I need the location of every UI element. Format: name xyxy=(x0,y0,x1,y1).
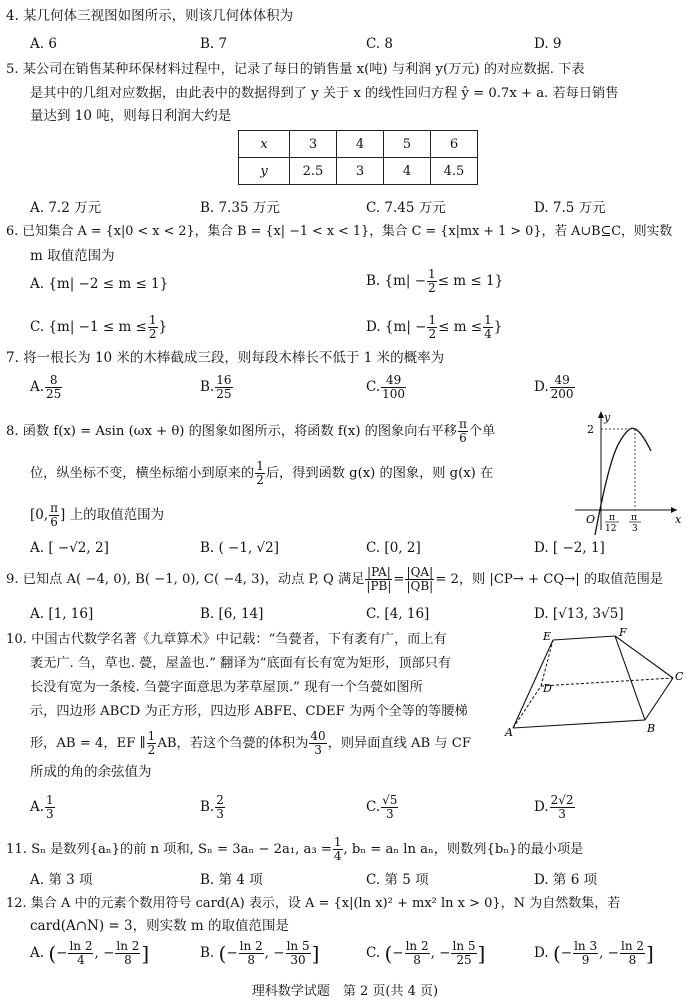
fraction xyxy=(68,940,93,967)
x-tick-label: 3 xyxy=(632,524,638,534)
vertex-label: D xyxy=(543,682,552,695)
q5-data-table xyxy=(238,130,478,185)
fraction xyxy=(620,940,645,967)
fraction-num: 1 xyxy=(148,313,157,327)
fraction xyxy=(427,268,437,295)
table-cell: 3 xyxy=(337,158,384,185)
paren: ( xyxy=(384,941,393,966)
q10-line2: 袤无广. 刍，草也. 甍，屋盖也.” 翻译为“底面有长有宽为矩形，顶部只有 xyxy=(30,656,452,671)
bracket: ] xyxy=(141,941,150,966)
q9-option-a: A. [1, 16] xyxy=(30,606,94,622)
option-label: B. xyxy=(200,799,215,815)
q8-option-a: A. [ −√2, 2] xyxy=(30,540,109,556)
fraction xyxy=(381,794,398,821)
fraction-den: 25 xyxy=(216,387,232,401)
fraction-num: ln 5 xyxy=(452,939,476,953)
fraction-num: 1 xyxy=(484,313,492,327)
fraction xyxy=(45,374,62,401)
q10-line4: 示，四边形 ABCD 为正方形，四边形 ABFE、CDEF 为两个全等的等腰梯 xyxy=(30,704,468,719)
q9-option-d: D. [√13, 3√5] xyxy=(534,606,624,622)
fraction xyxy=(239,940,264,967)
q6-option-d xyxy=(366,314,502,341)
fraction xyxy=(365,566,392,593)
q8-text: 8. 函数 f(x) = Asin (ωx + θ) 的图象如图所示，将函数 f(x) 的图象向右平移 xyxy=(6,424,457,439)
x-tick-label: 12 xyxy=(605,524,617,534)
q4-option-a: A. 6 xyxy=(30,36,57,52)
q12-line1: 12. 集合 A 中的元素个数用符号 card(A) 表示，设 A = {x|(ln x)² + mx² ln x > 0}，N 为自然数集，若 xyxy=(6,896,621,911)
q11-option-a: A. 第 3 项 xyxy=(30,872,93,888)
q8-line2 xyxy=(30,460,493,487)
q5-option-c: C. 7.45 万元 xyxy=(366,200,446,216)
fraction xyxy=(215,794,225,821)
table-cell: 4.5 xyxy=(431,158,478,185)
option-text: ≤ m ≤ 1} xyxy=(437,273,504,289)
option-label: C. xyxy=(366,945,381,961)
fraction xyxy=(550,794,575,821)
q5-line3: 量达到 10 吨，则每日利润大约是 xyxy=(30,108,232,124)
fraction-den: 2 xyxy=(428,327,437,341)
q10-line1: 10. 中国古代数学名著《九章算术》中记载：“刍甍者，下有袤有广，而上有 xyxy=(6,632,447,647)
q10-option-d xyxy=(534,794,576,821)
q5-option-a: A. 7.2 万元 xyxy=(30,200,102,216)
fraction-num: π xyxy=(459,417,467,431)
fraction-num: 16 xyxy=(216,373,232,387)
fraction-den: 200 xyxy=(550,387,574,401)
vertex-label: C xyxy=(675,670,684,683)
q4-option-b: B. 7 xyxy=(200,36,228,52)
q11-option-d: D. 第 6 项 xyxy=(534,872,598,888)
fraction xyxy=(427,314,437,341)
fraction-den: |QB| xyxy=(406,579,434,593)
fraction-den: 100 xyxy=(382,387,406,401)
fraction xyxy=(405,940,430,967)
fraction-den: 9 xyxy=(581,953,590,967)
fraction-num: 1 xyxy=(46,793,54,807)
q10-line6: 所成的角的余弦值为 xyxy=(30,764,152,780)
fraction-num: 2 xyxy=(216,793,224,807)
fraction-num: |QA| xyxy=(406,565,434,579)
fraction-den: 2 xyxy=(148,327,157,341)
fraction-num: √5 xyxy=(382,793,398,807)
vertex-label: F xyxy=(619,626,627,639)
fraction-den: 6 xyxy=(50,515,58,529)
fraction-den: 30 xyxy=(290,953,306,967)
edge-bf xyxy=(615,636,645,720)
q9-text: 9. 已知点 A( −4, 0), B( −1, 0), C( −4, 3)，动点 P, Q 满足 xyxy=(6,572,365,587)
q5-option-b: B. 7.35 万元 xyxy=(200,200,280,216)
q7-option-a xyxy=(30,374,63,401)
fraction xyxy=(405,566,434,593)
fraction xyxy=(458,418,468,445)
q6-option-b xyxy=(366,268,503,295)
option-label: A. xyxy=(30,945,45,961)
fraction-den: 3 xyxy=(558,807,566,821)
fraction-den: 2 xyxy=(147,743,156,757)
q11-text: 11. Sₙ 是数列{aₙ}的前 n 项和, Sₙ = 3aₙ − 2a₁, a₃ = xyxy=(6,842,332,857)
option-label: D. xyxy=(534,379,549,395)
axis-label: y xyxy=(604,411,611,424)
edge-ad xyxy=(513,686,541,728)
q7-stem: 7. 将一根长为 10 米的木棒截成三段，则每段木棒长不低于 1 米的概率为 xyxy=(6,350,445,366)
q5-line2: 是其中的几组对应数据，由此表中的数据得到了 y 关于 x 的线性回归方程 ŷ = 0.7x + a. 若每日销售 xyxy=(30,86,619,101)
table-row xyxy=(239,158,478,185)
q9-stem: 9. 已知点 A( −4, 0), B( −1, 0), C( −4, 3)，动点 P, Q 满足 $\frac{|PA|}{|PB|}$ = $\frac{|QA|}{|QB|}$ = 2，则 |CP→ + CQ→| 的取值范围是 xyxy=(6,565,664,593)
option-label: B. xyxy=(200,379,215,395)
q8-option-d: D. [ −2, 1] xyxy=(534,540,605,556)
q6-line2: m 取值范围为 xyxy=(30,248,115,264)
option-text: D. {m| − xyxy=(366,319,427,335)
table-cell: x xyxy=(239,131,290,158)
fraction xyxy=(45,794,55,821)
q10-text: ，则异面直线 AB 与 CF xyxy=(327,736,472,751)
fraction-num: π xyxy=(50,501,59,515)
q7-option-c xyxy=(366,374,407,401)
option-label: A. xyxy=(30,799,45,815)
table-cell: 3 xyxy=(290,131,337,158)
q8-option-b: B. ( −1, √2] xyxy=(200,540,280,556)
fraction xyxy=(381,374,406,401)
fraction-num: 49 xyxy=(550,374,575,388)
q6-option-a: A. {m| −2 ≤ m ≤ 1} xyxy=(30,276,169,292)
x-tick-label: π xyxy=(609,513,615,523)
q12-option-a: A. (− $\frac{\ln 2}{4}$ , − $\frac{\ln 2}{8}$ ] xyxy=(30,939,150,967)
q8-text: 位，纵坐标不变，横坐标缩小到原来的 xyxy=(30,466,255,481)
axis-label: x xyxy=(675,513,682,526)
fraction-num: ln 2 xyxy=(239,939,263,953)
fraction-num: ln 3 xyxy=(574,939,598,953)
x-tick-label: π xyxy=(631,513,637,523)
table-cell: 6 xyxy=(431,131,478,158)
fraction-den: 25 xyxy=(456,953,472,967)
sine-curve xyxy=(595,428,651,535)
fraction-den: 4 xyxy=(333,849,342,863)
paren: ( xyxy=(48,941,57,966)
fraction-den: 25 xyxy=(46,387,62,401)
fraction xyxy=(147,730,157,757)
option-label: B. xyxy=(200,945,215,961)
fraction xyxy=(451,940,476,967)
option-text: C. {m| −1 ≤ m ≤ xyxy=(30,319,147,335)
fraction-den: 8 xyxy=(628,953,637,967)
q11-option-b: B. 第 4 项 xyxy=(200,872,263,888)
q11-text: , bₙ = aₙ ln aₙ，则数列{bₙ}的最小项是 xyxy=(343,842,584,857)
option-text: ≤ m ≤ xyxy=(438,319,483,335)
option-text: } xyxy=(493,319,503,335)
paren: ( xyxy=(552,941,561,966)
y-tick-label: 2 xyxy=(587,423,594,436)
fraction-num: 49 xyxy=(381,374,406,388)
q12-option-b: B. (− $\frac{\ln 2}{8}$ , − $\frac{\ln 5}{30}$ ] xyxy=(200,939,320,967)
q7-option-d xyxy=(534,374,576,401)
fraction-num: 1 xyxy=(428,313,437,327)
fraction xyxy=(286,940,311,967)
q10-solid-figure xyxy=(505,628,685,740)
edge-dc xyxy=(541,678,673,686)
q8-option-c: C. [0, 2] xyxy=(366,540,421,556)
fraction xyxy=(483,314,493,341)
q7-option-b xyxy=(200,374,234,401)
fraction-num: ln 2 xyxy=(620,939,644,953)
q8-line3 xyxy=(30,502,164,529)
fraction-num: 40 xyxy=(310,729,326,743)
edge-ab xyxy=(513,720,645,728)
fraction-den: 8 xyxy=(124,953,132,967)
q6-line1: 6. 已知集合 A = {x|0 < x < 2}，集合 B = {x| −1 < x < 1}，集合 C = {x|mx + 1 > 0}，若 A∪B⊆C，则实数 xyxy=(6,224,673,239)
fraction-den: 2 xyxy=(428,281,436,295)
bracket: ] xyxy=(477,941,486,966)
q9-option-c: C. [4, 16] xyxy=(366,606,430,622)
q4-option-c: C. 8 xyxy=(366,36,394,52)
fraction-den: 4 xyxy=(77,953,85,967)
fraction-num: 1 xyxy=(147,729,156,743)
q9-option-b: B. [6, 14] xyxy=(200,606,264,622)
vertex-label: B xyxy=(647,722,656,735)
table-cell: 4 xyxy=(384,158,431,185)
fraction-den: 3 xyxy=(385,807,394,821)
table-cell: 2.5 xyxy=(290,158,337,185)
q10-option-a xyxy=(30,794,56,821)
paren: ( xyxy=(218,941,227,966)
q6-option-c xyxy=(30,314,167,341)
fraction xyxy=(309,730,326,757)
q5-option-d: D. 7.5 万元 xyxy=(534,200,606,216)
fraction-num: ln 2 xyxy=(69,939,93,953)
q8-sine-graph xyxy=(575,405,685,535)
fraction-den: 6 xyxy=(459,431,467,445)
table-row xyxy=(239,131,478,158)
q4-option-d: D. 9 xyxy=(534,36,562,52)
table-cell: y xyxy=(239,158,290,185)
edge-cf xyxy=(615,636,673,678)
q12-option-d: D. (− $\frac{\ln 3}{9}$ , − $\frac{\ln 2}{8}$ ] xyxy=(534,939,654,967)
option-label: C. xyxy=(366,379,381,395)
fraction xyxy=(115,940,140,967)
fraction-num: |PA| xyxy=(367,565,391,579)
q9-text: = 2，则 |CP→ + CQ→| 的取值范围是 xyxy=(435,572,664,587)
table-cell: 5 xyxy=(384,131,431,158)
fraction-num: 1 xyxy=(428,267,436,281)
vertex-label: A xyxy=(505,726,513,739)
fraction-num: 2√2 xyxy=(550,793,574,807)
fraction xyxy=(573,940,598,967)
q10-option-c xyxy=(366,794,399,821)
edge-ef xyxy=(553,636,615,640)
q8-text: 个单 xyxy=(468,424,496,439)
fraction-num: 1 xyxy=(333,835,342,849)
q12-line2: card(A∩N) = 3，则实数 m 的取值范围是 xyxy=(30,918,289,934)
bracket: ] xyxy=(646,941,654,966)
q8-line1 xyxy=(6,418,495,445)
fraction xyxy=(215,374,232,401)
q8-text: 后，得到函数 g(x) 的图象，则 g(x) 在 xyxy=(265,466,494,481)
fraction xyxy=(49,502,59,529)
q12-option-c: C. (− $\frac{\ln 2}{8}$ , − $\frac{\ln 5}{25}$ ] xyxy=(366,939,486,967)
q8-text: ] 上的取值范围为 xyxy=(60,507,165,523)
fraction xyxy=(550,374,575,401)
fraction xyxy=(255,460,265,487)
fraction xyxy=(148,314,158,341)
q4-stem: 4. 某几何体三视图如图所示，则该几何体体积为 xyxy=(6,8,294,24)
q10-option-b xyxy=(200,794,226,821)
fraction-den: 3 xyxy=(216,807,224,821)
fraction-num: 8 xyxy=(45,374,62,388)
q8-text: [0, xyxy=(30,507,49,523)
q10-text: 形，AB = 4，EF ∥ xyxy=(30,736,146,751)
q5-line1: 5. 某公司在销售某种环保材料过程中，记录了每日的销售量 x(吨) 与利润 y(万元) 的对应数据. 下表 xyxy=(6,62,585,77)
fraction-den: 3 xyxy=(46,807,54,821)
fraction-num: ln 2 xyxy=(405,939,429,953)
fraction xyxy=(333,836,343,863)
page-footer: 理科数学试题 第 2 页(共 4 页) xyxy=(251,984,439,999)
option-text: } xyxy=(158,319,168,335)
fraction-den: 2 xyxy=(256,473,264,487)
q10-text: AB，若这个刍甍的体积为 xyxy=(157,736,309,751)
fraction-den: |PB| xyxy=(366,579,392,593)
fraction-num: 1 xyxy=(256,459,264,473)
q11-option-c: C. 第 5 项 xyxy=(366,872,429,888)
table-cell: 4 xyxy=(337,131,384,158)
fraction-num: ln 2 xyxy=(116,939,140,953)
fraction-den: 8 xyxy=(413,953,421,967)
origin-label: O xyxy=(586,513,596,526)
q11-stem xyxy=(6,836,583,863)
fraction-den: 3 xyxy=(314,743,322,757)
option-label: A. xyxy=(30,379,45,395)
edge-bc xyxy=(645,678,673,720)
option-label: D. xyxy=(534,945,549,961)
q10-line5 xyxy=(30,730,471,757)
option-label: C. xyxy=(366,799,381,815)
fraction-num: ln 5 xyxy=(286,939,310,953)
option-text: B. {m| − xyxy=(366,273,427,289)
bracket: ] xyxy=(311,941,320,966)
option-label: D. xyxy=(534,799,549,815)
fraction-den: 4 xyxy=(484,327,492,341)
vertex-label: E xyxy=(543,630,552,643)
fraction-den: 8 xyxy=(247,953,255,967)
q10-line3: 长没有宽为一条棱. 刍甍字面意思为茅草屋顶.” 现有一个刍甍如图所 xyxy=(30,680,423,695)
